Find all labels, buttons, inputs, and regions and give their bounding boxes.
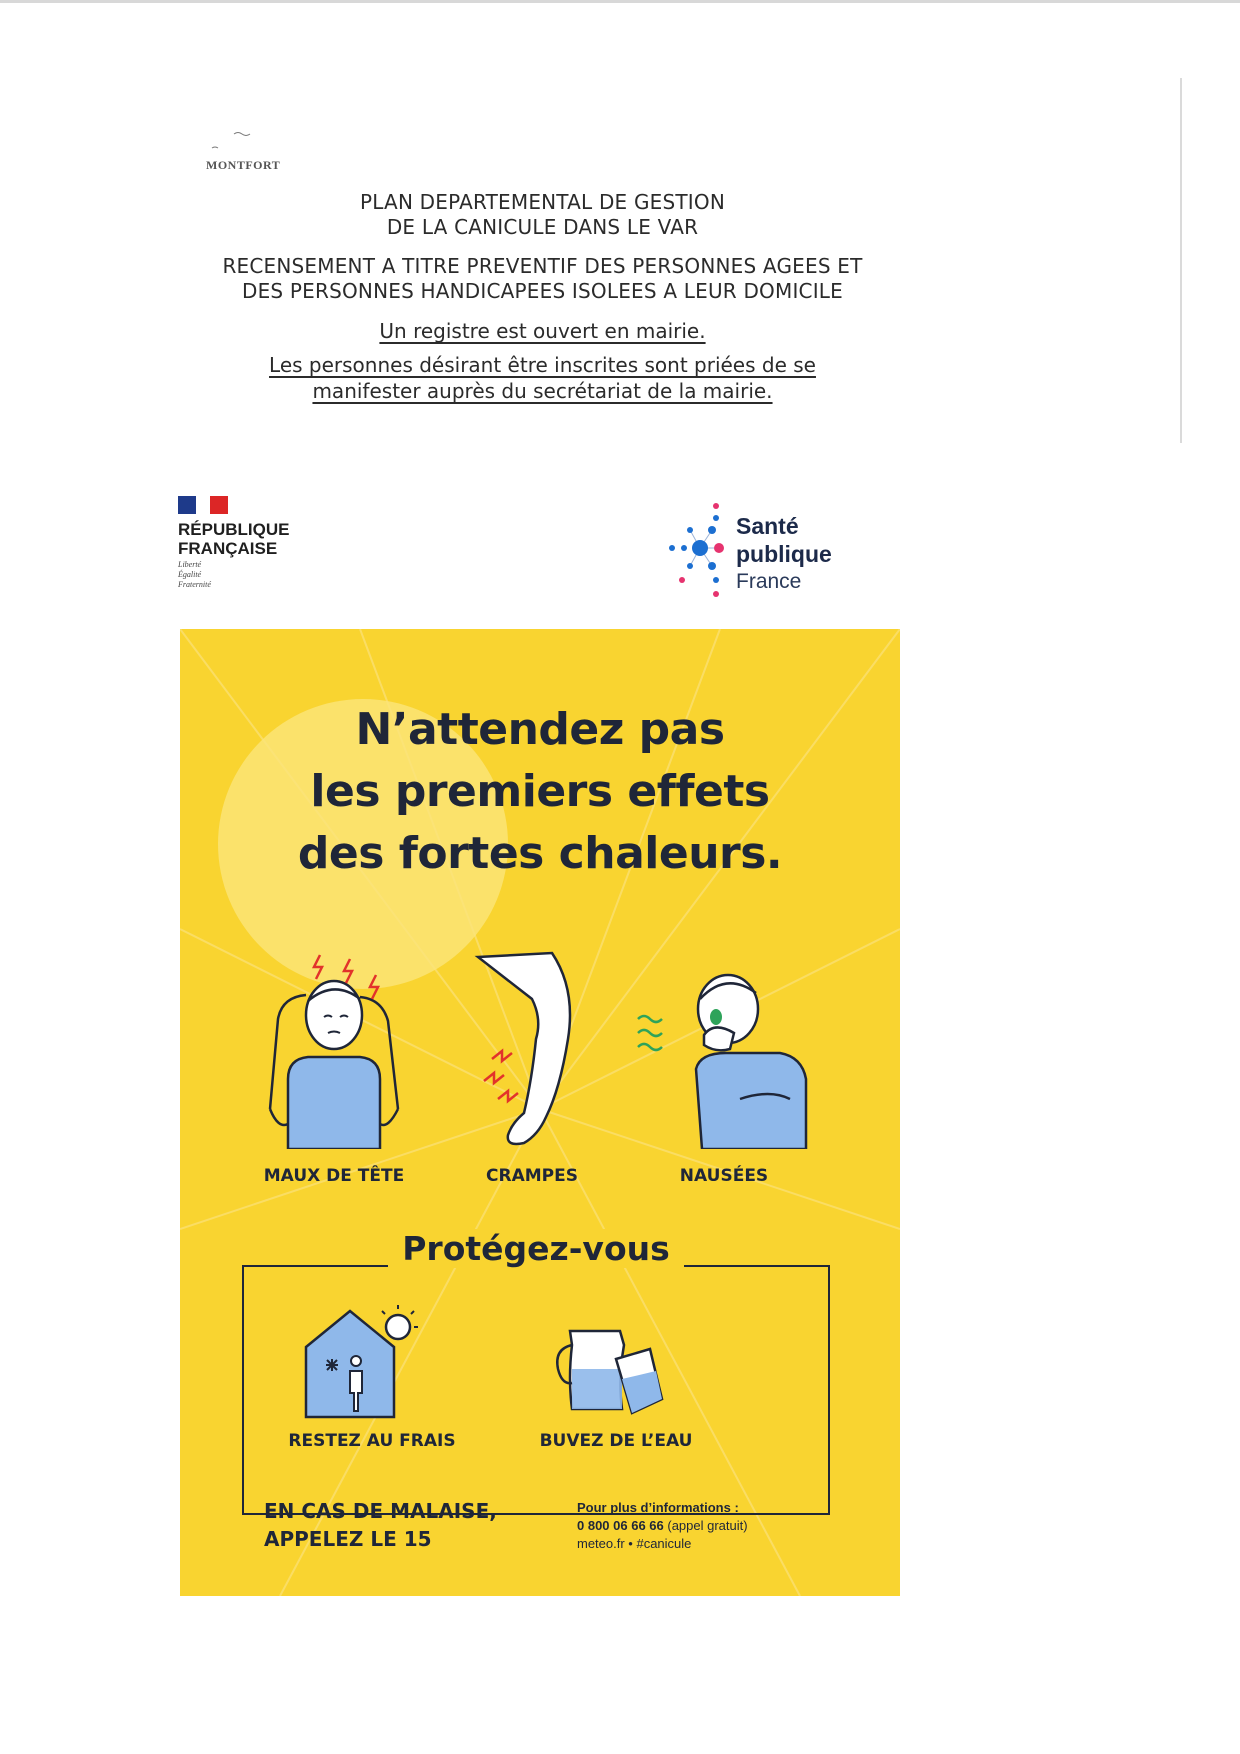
- info-phone: 0 800 06 66 66: [577, 1518, 664, 1533]
- emergency-line-1: EN CAS DE MALAISE,: [264, 1499, 497, 1523]
- protect-title: [180, 1229, 892, 1268]
- protect-title-text: Protégez-vous: [388, 1229, 684, 1268]
- rf-motto-fraternite: Fraternité: [178, 580, 211, 589]
- symptom-nausea: [630, 949, 820, 1149]
- scan-edge-right: [1180, 78, 1182, 443]
- sante-publique-france-logo: [664, 500, 864, 604]
- montfort-wordmark: MONTFORT: [206, 158, 281, 172]
- heatwave-poster: [180, 629, 900, 1596]
- census-line-2: DES PERSONNES HANDICAPEES ISOLEES A LEUR DOMICILE: [241, 279, 843, 303]
- symptom-label-nausea: NAUSÉES: [679, 1166, 769, 1186]
- rf-motto-liberte: Liberté: [178, 560, 202, 569]
- montfort-logo: [206, 130, 316, 180]
- action-label-stay-cool: RESTEZ AU FRAIS: [288, 1431, 456, 1451]
- print-code: [158, 1500, 170, 1596]
- marianne-flag-icon: [178, 496, 228, 514]
- announcement: [0, 190, 1085, 404]
- cool-house-icon: [296, 1301, 426, 1421]
- rf-line-2: FRANÇAISE: [178, 539, 278, 558]
- census-line-1: RECENSEMENT A TITRE PREVENTIF DES PERSONNES AGEES ET: [222, 254, 863, 278]
- poster-title-line-2: les premiers effets: [310, 766, 770, 817]
- poster-title-line-1: N’attendez pas: [355, 704, 725, 755]
- emergency-line-2: APPELEZ LE 15: [264, 1527, 432, 1551]
- emergency-notice: [264, 1497, 534, 1553]
- montfort-emblem-icon: [206, 130, 316, 160]
- contact-notice-line-2: manifester auprès du secrétariat de la mairie.: [312, 379, 773, 403]
- spf-line-2: publique: [736, 541, 832, 567]
- nausea-icon: [630, 949, 820, 1149]
- molecule-icon: [664, 500, 730, 600]
- contact-notice-line-1: Les personnes désirant être inscrites sont priées de se: [269, 353, 816, 377]
- poster-title-line-3: des fortes chaleurs.: [297, 828, 783, 879]
- symptom-label-headache: MAUX DE TÊTE: [263, 1166, 405, 1186]
- spf-line-3: France: [736, 570, 802, 593]
- spf-line-1: Santé: [736, 513, 799, 539]
- headache-icon: [248, 949, 418, 1149]
- plan-title-line-1: PLAN DEPARTEMENTAL DE GESTION: [360, 190, 725, 214]
- symptom-cramp: [472, 949, 592, 1149]
- poster-title: [180, 699, 900, 885]
- rf-motto-egalite: Égalité: [178, 570, 202, 579]
- republique-francaise-logo: [178, 496, 338, 600]
- plan-title-line-2: DE LA CANICULE DANS LE VAR: [386, 215, 699, 239]
- registry-notice: Un registre est ouvert en mairie.: [379, 319, 706, 343]
- scan-edge-top: [0, 0, 1240, 3]
- info-block: [577, 1499, 807, 1553]
- cramp-leg-icon: [472, 949, 592, 1149]
- symptom-headache: [248, 949, 418, 1149]
- info-phone-note: (appel gratuit): [667, 1518, 748, 1533]
- water-jug-icon: [552, 1309, 672, 1424]
- info-title: Pour plus d’informations :: [577, 1500, 739, 1515]
- symptom-label-cramp: CRAMPES: [486, 1166, 578, 1186]
- info-web: meteo.fr • #canicule: [577, 1536, 692, 1551]
- action-label-drink-water: BUVEZ DE L’EAU: [539, 1431, 693, 1451]
- rf-line-1: RÉPUBLIQUE: [178, 520, 290, 539]
